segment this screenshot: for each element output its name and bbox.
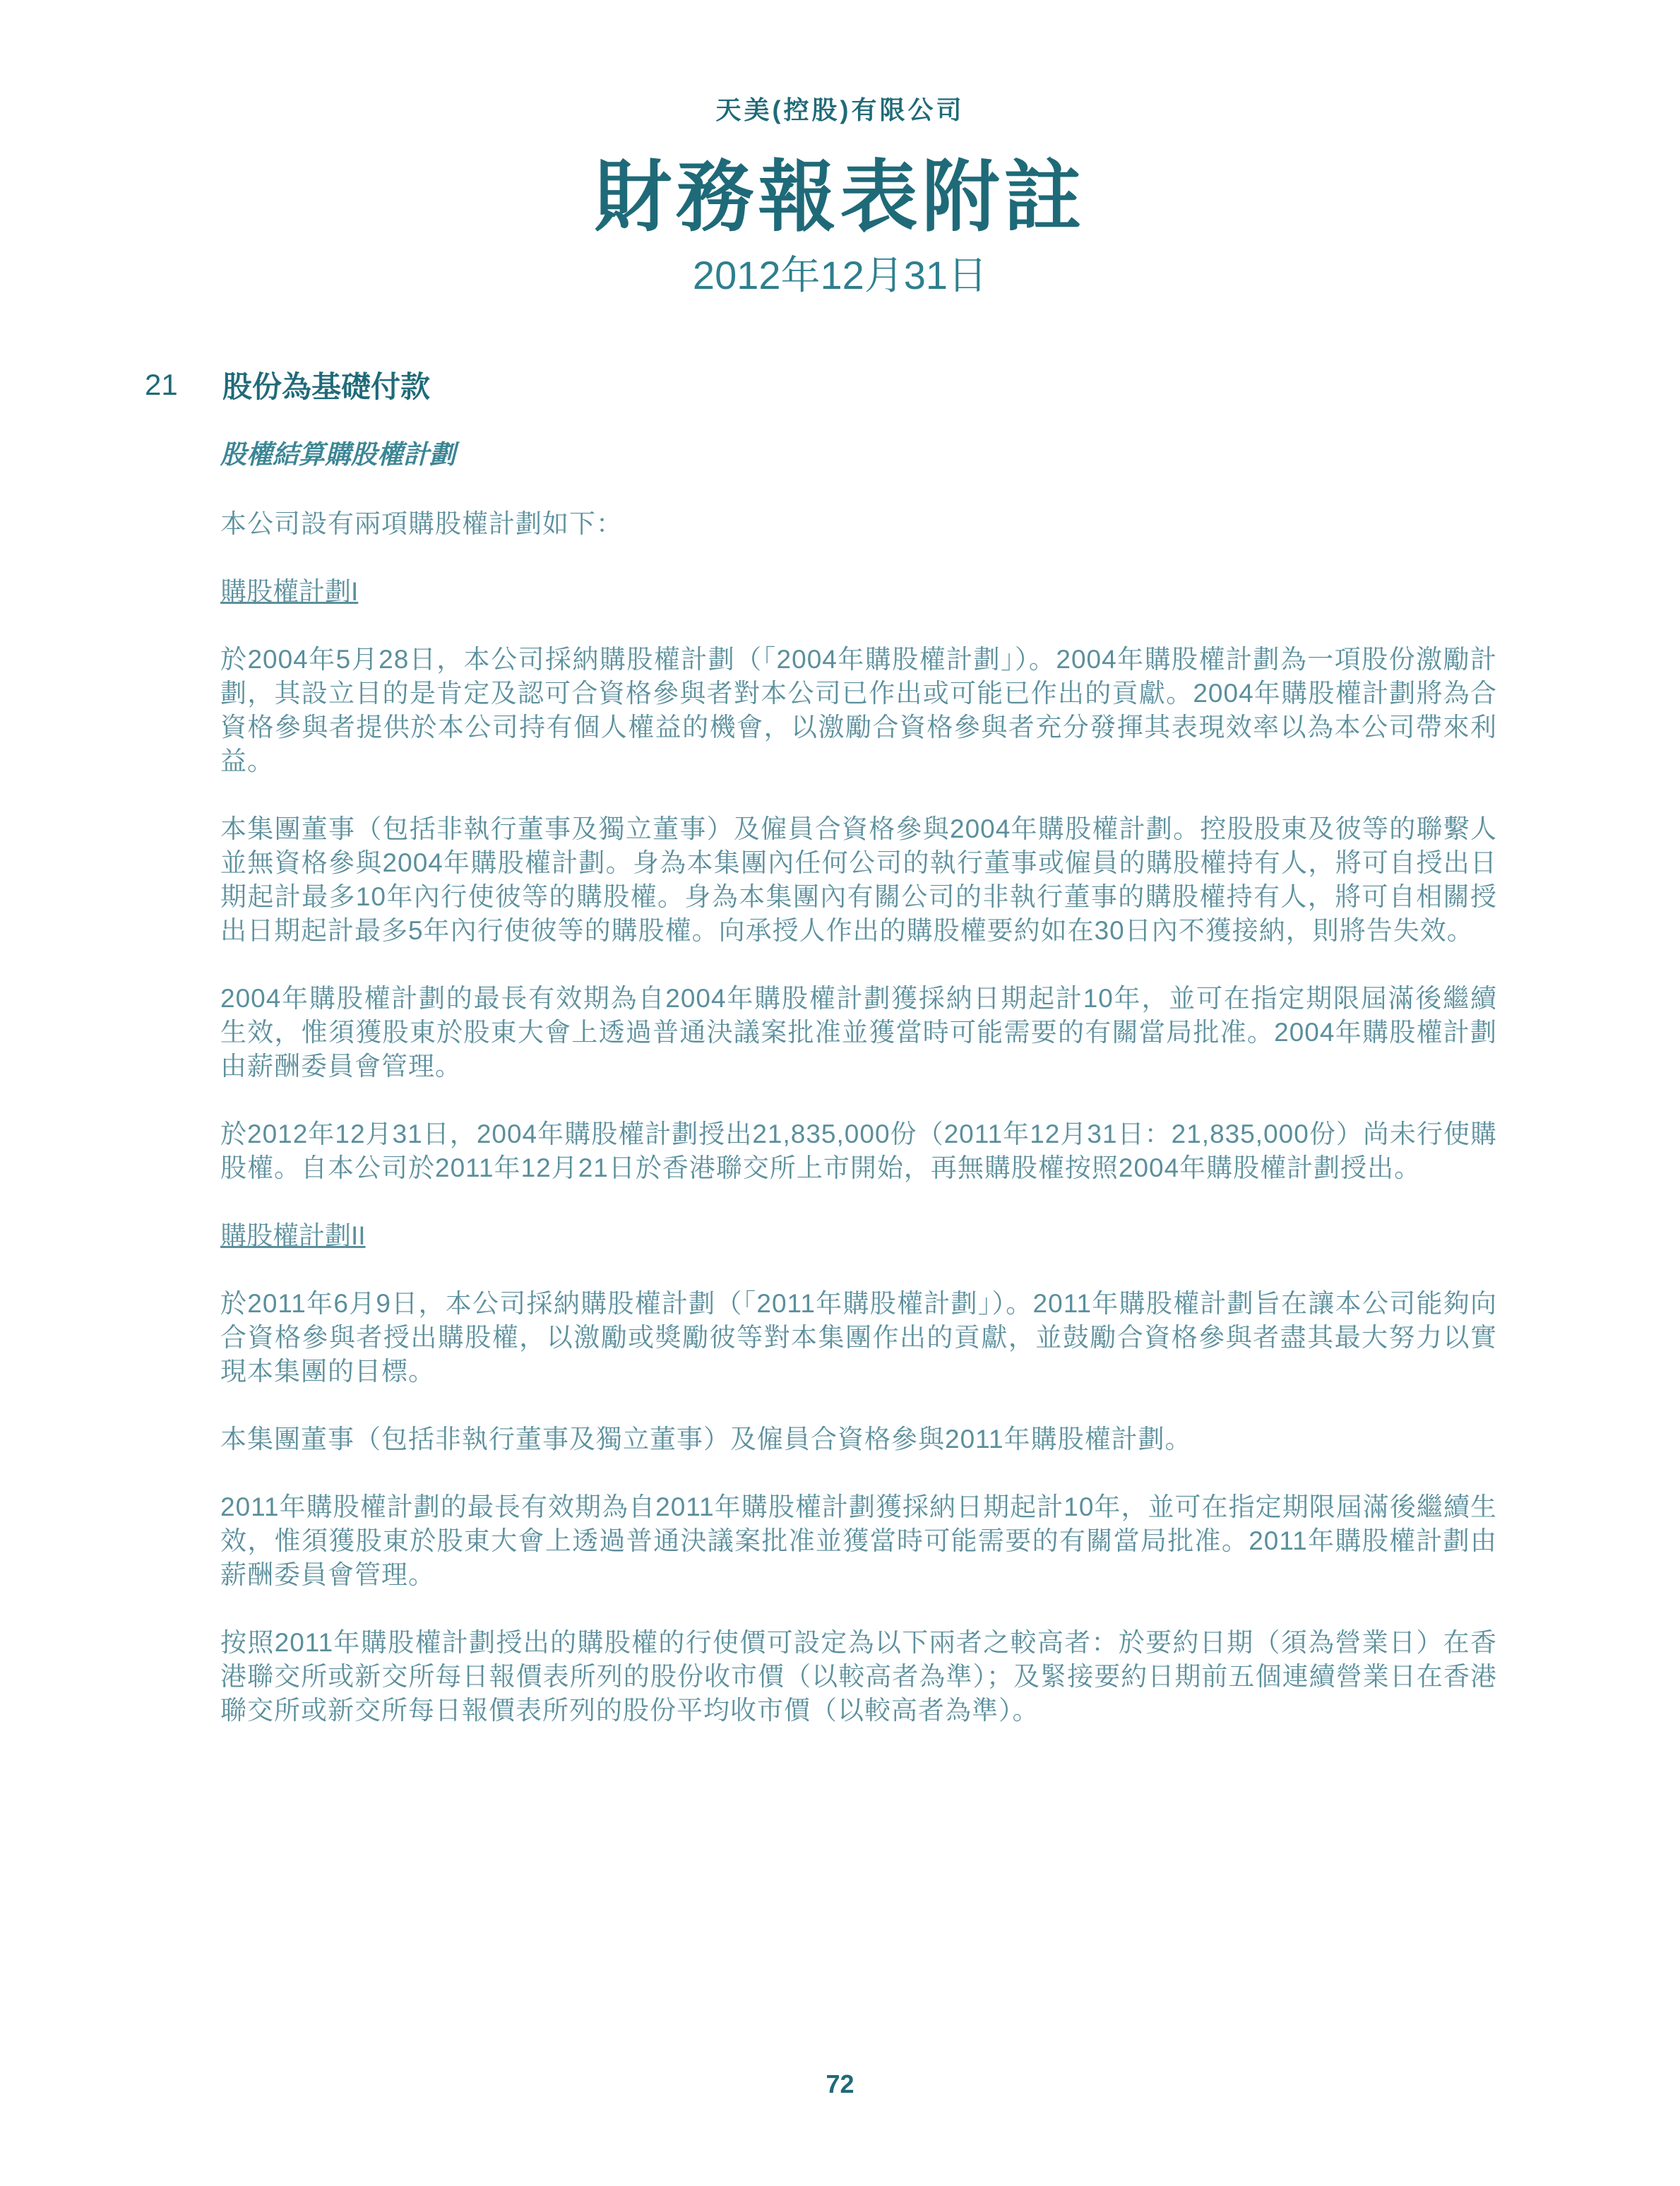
plan1-paragraph: 於2004年5月28日，本公司採納購股權計劃（「2004年購股權計劃」）。2004年購股權計劃為一項股份激勵計劃，其設立目的是肯定及認可合資格參與者對本公司已作出或可能已作出的貢獻。2004年購股權計劃將為合資格參與者提供於本公司持有個人權益的機會，以激勵合資格參與者充分發揮其表現效率以為本公司帶來利益。 [220,645,1497,776]
plan1-label: 購股權計劃I [220,577,359,606]
plan1-paragraph: 於2012年12月31日，2004年購股權計劃授出21,835,000份（2011年12月31日：21,835,000份）尚未行使購股權。自本公司於2011年12月21日於香港聯交所上市開始，再無購股權按照2004年購股權計劃授出。 [220,1119,1497,1182]
section-content [220,438,1497,1762]
company-name: 天美(控股)有限公司 [715,95,965,124]
subheading: 股權結算購股權計劃 [220,440,455,469]
page-title: 財務報表附註 [594,154,1086,241]
plan2-paragraph: 按照2011年購股權計劃授出的購股權的行使價可設定為以下兩者之較高者：於要約日期（須為營業日）在香港聯交所或新交所每日報價表所列的股份收市價（以較高者為準）；及緊接要約日期前五個連續營業日在香港聯交所或新交所每日報價表所列的股份平均收市價（以較高者為準）。 [220,1628,1497,1725]
section-heading [145,364,430,406]
plan2-paragraph: 2011年購股權計劃的最長有效期為自2011年購股權計劃獲採納日期起計10年，並可在指定期限屆滿後繼續生效，惟須獲股東於股東大會上透過普通決議案批准並獲當時可能需要的有關當局批准。2011年購股權計劃由薪酬委員會管理。 [220,1492,1497,1589]
intro-paragraph: 本公司設有兩項購股權計劃如下： [220,509,623,538]
section-number: 21 [145,368,178,401]
plan1-paragraph: 2004年購股權計劃的最長有效期為自2004年購股權計劃獲採納日期起計10年，並可在指定期限屆滿後繼續生效，惟須獲股東於股東大會上透過普通決議案批准並獲當時可能需要的有關當局批准。2004年購股權計劃由薪酬委員會管理。 [220,984,1497,1081]
section-title: 股份為基礎付款 [222,370,431,403]
page-number: 72 [826,2069,854,2098]
report-date: 2012年12月31日 [692,253,988,297]
plan2-label: 購股權計劃II [220,1221,366,1250]
plan2-paragraph: 本集團董事（包括非執行董事及獨立董事）及僱員合資格參與2011年購股權計劃。 [220,1425,1192,1454]
plan2-paragraph: 於2011年6月9日，本公司採納購股權計劃（「2011年購股權計劃」）。2011年購股權計劃旨在讓本公司能夠向合資格參與者授出購股權，以激勵或獎勵彼等對本集團作出的貢獻，並鼓勵合資格參與者盡其最大努力以實現本集團的目標。 [220,1289,1497,1386]
plan1-paragraph: 本集團董事（包括非執行董事及獨立董事）及僱員合資格參與2004年購股權計劃。控股股東及彼等的聯繫人並無資格參與2004年購股權計劃。身為本集團內任何公司的執行董事或僱員的購股權持有人，將可自授出日期起計最多10年內行使彼等的購股權。身為本集團內有關公司的非執行董事的購股權持有人，將可自相關授出日期起計最多5年內行使彼等的購股權。向承授人作出的購股權要約如在30日內不獲接納，則將告失效。 [220,814,1497,945]
